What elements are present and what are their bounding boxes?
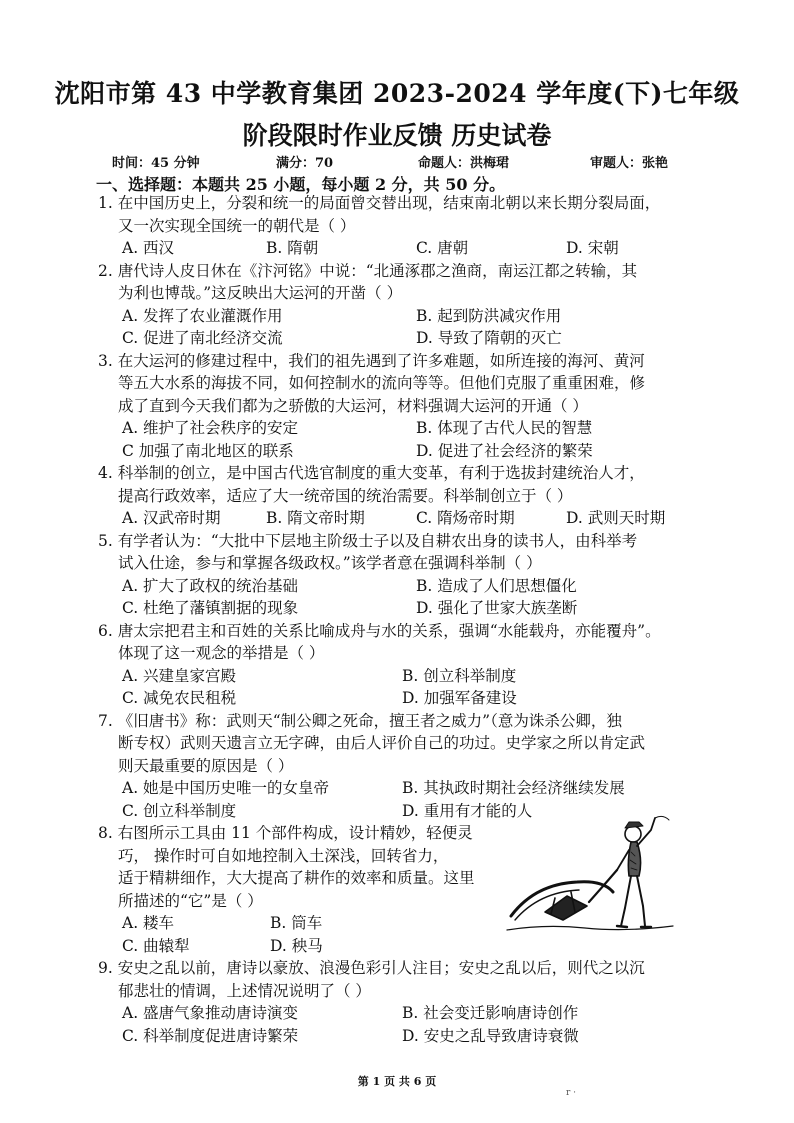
option-a: A. 汉武帝时期 (122, 509, 221, 527)
option-d: D. 促进了社会经济的繁荣 (416, 441, 593, 460)
option-d: D. 导致了隋朝的灭亡 (416, 329, 562, 347)
question-2-line: 为利也博哉。”这反映出大运河的开凿（ ） (118, 284, 403, 302)
question-9-options (98, 1025, 698, 1048)
option-b: B. 隋文帝时期 (266, 509, 365, 527)
exam-subtitle: 阶段限时作业反馈 历史试卷 (242, 121, 552, 150)
question-3-options (98, 440, 698, 463)
option-a: A. 兴建皇家宫殿 (122, 666, 237, 685)
option-c: C. 创立科举制度 (122, 801, 237, 820)
option-d: D. 重用有才能的人 (402, 801, 533, 820)
page-number: 第 1 页 共 6 页 (357, 1075, 437, 1088)
question-8-line: 所描述的“它”是（ ） (118, 891, 263, 910)
option-a: A. 维护了社会秩序的安定 (122, 419, 299, 437)
question-7-options (98, 777, 698, 800)
question-6-options (98, 687, 698, 710)
option-d: D. 强化了世家大族垄断 (416, 599, 578, 617)
option-c: C. 隋炀帝时期 (416, 509, 515, 527)
question-9-line: 郁悲壮的情调，上述情况说明了（ ） (118, 981, 371, 1000)
question-6-options (98, 665, 698, 688)
exam-time: 时间：45 分钟 (112, 156, 200, 171)
option-c: C. 唐朝 (416, 239, 469, 257)
option-b: B. 其执政时期社会经济继续发展 (402, 779, 625, 797)
question-5-options (98, 597, 698, 620)
question-1-options (98, 237, 698, 260)
corner-mark: r · (566, 1088, 577, 1098)
option-d: D. 秧马 (270, 936, 323, 955)
option-b: B. 体现了古代人民的智慧 (416, 419, 593, 437)
option-b: B. 造成了人们思想僵化 (416, 576, 577, 595)
question-7-line: 断专权）武则天遗言立无字碑，由后人评价自己的功过。史学家之所以肯定武 (118, 734, 646, 752)
question-8-options (98, 935, 698, 958)
question-3-line: 成了直到今天我们都为之骄傲的大运河，材料强调大运河的开通（ ） (118, 396, 588, 415)
option-a: A. 西汉 (122, 239, 175, 257)
exam-title: 沈阳市第 43 中学教育集团 2023-2024 学年度(下)七年级 (54, 79, 740, 108)
question-2-line: 2. 唐代诗人皮日休在《汴河铭》中说：“北通涿郡之渔商，南运江都之转输，其 (98, 261, 638, 280)
plow-illustration (505, 812, 675, 937)
section-title: 一、选择题：本题共 25 小题，每小题 2 分，共 50 分。 (96, 175, 506, 194)
option-d: D. 武则天时期 (566, 509, 666, 527)
option-a: A. 发挥了农业灌溉作用 (122, 306, 283, 325)
option-d: D. 加强军备建设 (402, 689, 517, 707)
question-8-line: 适于精耕细作，大大提高了耕作的效率和质量。这里 (118, 869, 475, 887)
question-8-line: 巧， 操作时可自如地控制入土深浅，回转省力， (118, 846, 449, 865)
question-3-options (98, 417, 698, 440)
option-c: C. 减免农民租税 (122, 689, 237, 707)
option-b: B. 筒车 (270, 914, 323, 932)
option-b: B. 创立科举制度 (402, 666, 517, 685)
question-4-options (98, 507, 698, 530)
question-3-line: 等五大水系的海拔不同，如何控制水的流向等等。但他们克服了重重困难，修 (118, 374, 646, 392)
option-c: C. 科举制度促进唐诗繁荣 (122, 1026, 299, 1045)
question-1-line: 又一次实现全国统一的朝代是（ ） (118, 216, 356, 235)
option-d: D. 安史之乱导致唐诗衰微 (402, 1026, 579, 1045)
option-c: C. 曲辕犁 (122, 936, 190, 955)
option-c: C. 促进了南北经济交流 (122, 329, 283, 347)
question-9-line: 9. 安史之乱以前，唐诗以豪放、浪漫色彩引人注目；安史之乱以后，则代之以沉 (98, 959, 645, 977)
question-5-options (98, 575, 698, 598)
question-2-options (98, 305, 698, 328)
option-b: B. 起到防洪减灾作用 (416, 306, 562, 325)
option-a: A. 扩大了政权的统治基础 (122, 576, 299, 595)
question-6-line: 体现了这一观念的举措是（ ） (118, 644, 325, 662)
question-6-line: 6. 唐太宗把君主和百姓的关系比喻成舟与水的关系，强调“水能载舟，亦能覆舟”。 (98, 621, 661, 640)
question-5-line: 试入仕途，参与和掌握各级政权。”该学者意在强调科举制（ ） (118, 554, 542, 572)
option-a: A. 盛唐气象推动唐诗演变 (122, 1004, 299, 1022)
question-7-line: 7. 《旧唐书》称：武则天“制公卿之死命，擅王者之威力”（意为诛杀公卿，独 (98, 711, 622, 730)
option-a: A. 耧车 (122, 914, 175, 932)
option-d: D. 宋朝 (566, 239, 619, 257)
question-8-line: 8. 右图所示工具由 11 个部件构成，设计精妙，轻便灵 (98, 824, 473, 842)
question-7-line: 则天最重要的原因是（ ） (118, 756, 294, 775)
question-9-options (98, 1002, 698, 1025)
option-b: B. 社会变迁影响唐诗创作 (402, 1004, 579, 1022)
option-c: C. 杜绝了藩镇割据的现象 (122, 599, 299, 617)
question-5-line: 5. 有学者认为：“大批中下层地主阶级士子以及自耕农出身的读书人，由科举考 (98, 531, 638, 550)
question-2-options (98, 327, 698, 350)
exam-author: 命题人：洪梅珺 (418, 156, 510, 171)
exam-score: 满分：70 (276, 156, 334, 171)
question-4-line: 4. 科举制的创立，是中国古代选官制度的重大变革，有利于选拔封建统治人才， (98, 464, 645, 482)
option-a: A. 她是中国历史唯一的女皇帝 (122, 779, 330, 797)
exam-reviewer: 审题人：张艳 (590, 156, 669, 171)
option-b: B. 隋朝 (266, 239, 319, 257)
option-c: C 加强了南北地区的联系 (122, 441, 294, 460)
question-4-line: 提高行政效率，适应了大一统帝国的统治需要。科举制创立于（ ） (118, 486, 573, 505)
question-3-line: 3. 在大运河的修建过程中，我们的祖先遇到了许多难题，如所连接的海河、黄河 (98, 351, 645, 370)
question-1-line: 1. 在中国历史上，分裂和统一的局面曾交替出现，结束南北朝以来长期分裂局面， (98, 194, 661, 212)
